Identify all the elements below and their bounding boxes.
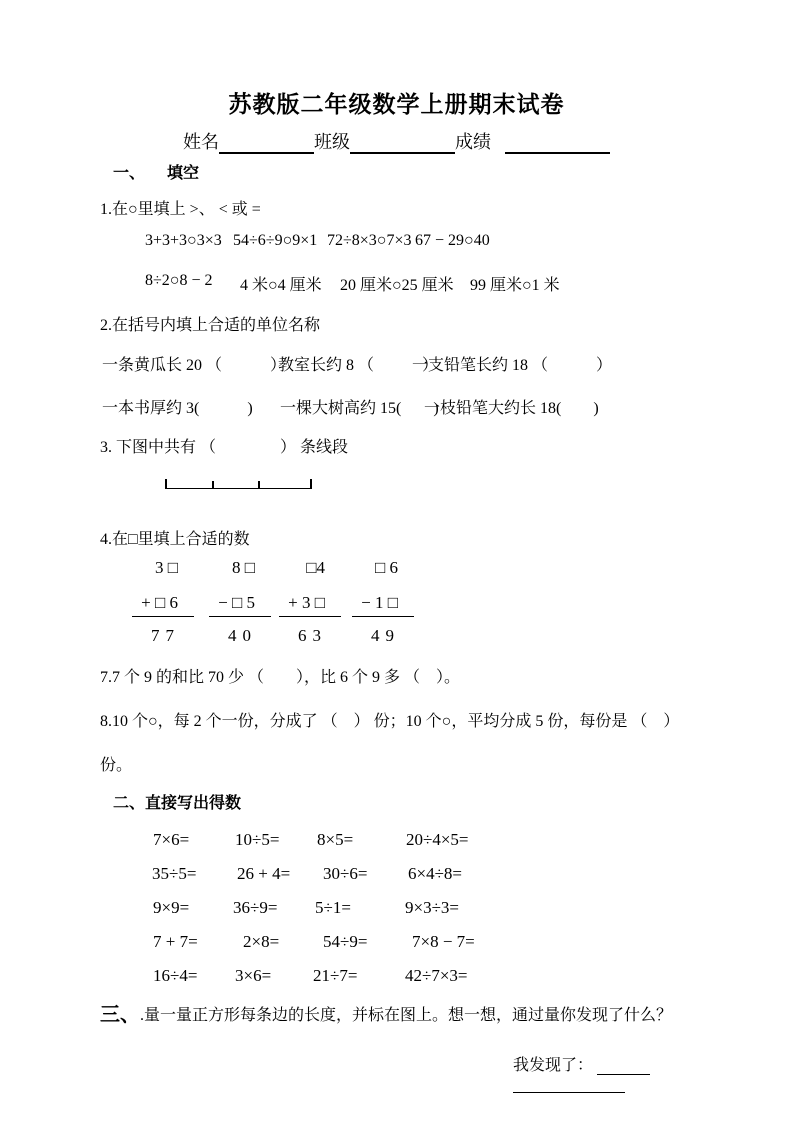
addend-top: □4: [306, 558, 325, 577]
q1-row1: [0, 232, 793, 256]
q1-expression: 99 厘米○1 米: [470, 277, 560, 294]
calc-item: 5÷1=: [315, 898, 351, 917]
segment-tick: [258, 481, 260, 488]
calc-item: 16÷4=: [153, 966, 198, 985]
section1-title: 填空: [167, 165, 200, 182]
q1-expression: 20 厘米○25 厘米: [340, 277, 454, 294]
found-blank-1: [597, 1057, 650, 1075]
line-segment-figure: [165, 478, 312, 489]
sum-result: 63: [298, 626, 327, 645]
minuend: □ 6: [374, 558, 398, 577]
calc-item: 2×8=: [243, 932, 280, 951]
addend-bottom: + □ 6: [132, 593, 194, 617]
q1-expression: 3+3+3○3×3: [145, 232, 222, 249]
difference-result: 49: [371, 626, 400, 645]
section3-heading: [100, 998, 672, 1027]
minuend: 8 □: [231, 558, 255, 577]
calc-item: 26 + 4=: [237, 864, 291, 883]
column-addition-problem: [279, 558, 341, 646]
calc-item: 3×6=: [235, 966, 272, 985]
q2-row2: [0, 395, 793, 419]
column-subtraction-problem: [209, 558, 271, 646]
section2-heading: 二、直接写出得数: [113, 795, 242, 812]
q1-expression: 4 米○4 厘米: [240, 277, 322, 294]
section1-number: 一、: [113, 165, 146, 182]
q2-item: 一条黄瓜长 20 （ ）: [102, 357, 287, 374]
difference-result: 40: [228, 626, 257, 645]
column-addition-problem: [132, 558, 194, 646]
calc-item: 9×3÷3=: [405, 898, 460, 917]
calc-item: 7×6=: [153, 830, 190, 849]
section3-title: .量一量正方形每条边的长度，并标在图上。想一想，通过量你发现了什么？: [140, 1007, 673, 1024]
name-label: 姓名: [183, 132, 219, 152]
name-blank: [219, 134, 314, 154]
subtrahend: − 1 □: [352, 593, 414, 617]
calc-item: 35÷5=: [152, 864, 197, 883]
q4-prompt: 4.在□里填上合适的数: [100, 531, 250, 548]
calc-row: [0, 932, 793, 956]
q1-row2: [0, 272, 793, 296]
sum-result: 77: [151, 626, 180, 645]
q1-expression: 67 − 29○40: [415, 232, 490, 249]
calc-row: [0, 966, 793, 990]
segment-tick: [212, 481, 214, 488]
segment-tick: [310, 479, 312, 488]
q8-prompt-line2: 份。: [100, 757, 133, 774]
found-blank-2: [513, 1092, 625, 1093]
addend-top: 3 □: [154, 558, 178, 577]
calc-item: 6×4÷8=: [408, 864, 463, 883]
q2-row1: [0, 352, 793, 376]
q1-expression: 8÷2○8 − 2: [145, 272, 213, 289]
page-title: 苏教版二年级数学上册期末试卷: [228, 91, 565, 117]
q8-prompt-line1: 8.10 个○，每 2 个一份，分成了 （ ） 份；10 个○，平均分成 5 份，每份是 （ ）: [100, 713, 680, 730]
calc-item: 30÷6=: [323, 864, 368, 883]
calc-item: 42÷7×3=: [405, 966, 468, 985]
found-label: 我发现了：: [513, 1057, 594, 1074]
class-blank: [350, 134, 455, 154]
subtrahend: − □ 5: [209, 593, 271, 617]
calc-item: 7×8 − 7=: [412, 932, 475, 951]
calc-row: [0, 898, 793, 922]
calc-row: [0, 830, 793, 854]
calc-item: 10÷5=: [235, 830, 280, 849]
q7-prompt: 7.7 个 9 的和比 70 少 （ ），比 6 个 9 多 （ ）。: [100, 669, 461, 686]
calc-item: 7 + 7=: [153, 932, 198, 951]
segment-tick: [165, 479, 167, 488]
found-line: [513, 1052, 650, 1075]
class-label: 班级: [314, 132, 350, 152]
score-blank: [505, 134, 610, 154]
q1-expression: 54÷6÷9○9×1: [233, 232, 318, 249]
header-fields: [0, 128, 793, 154]
calc-item: 36÷9=: [233, 898, 278, 917]
q3-prompt: 3. 下图中共有 （ ） 条线段: [100, 439, 349, 456]
q2-prompt: 2.在括号内填上合适的单位名称: [100, 317, 321, 334]
column-subtraction-problem: [352, 558, 414, 646]
q1-expression: 72÷8×3○7×3: [327, 232, 412, 249]
addend-bottom: + 3 □: [279, 593, 341, 617]
q1-prompt: 1.在○里填上 >、 < 或 =: [100, 201, 261, 218]
calc-item: 9×9=: [153, 898, 190, 917]
calc-item: 54÷9=: [323, 932, 368, 951]
section3-number: 三、: [100, 1004, 140, 1026]
calc-item: 8×5=: [317, 830, 354, 849]
calc-item: 20÷4×5=: [406, 830, 469, 849]
calc-item: 21÷7=: [313, 966, 358, 985]
score-label: 成绩: [455, 132, 491, 152]
section1-heading: [113, 160, 199, 183]
q2-item: 一本书厚约 3( ): [102, 400, 253, 417]
q2-item: 教室长约 8 （ ）: [278, 357, 439, 374]
q2-item: 一棵大树高约 15( ): [280, 400, 439, 417]
calc-row: [0, 864, 793, 888]
q2-item: 一支铅笔长约 18 （ ）: [412, 357, 613, 374]
q2-item: 一枝铅笔大约长 18( ): [424, 400, 599, 417]
